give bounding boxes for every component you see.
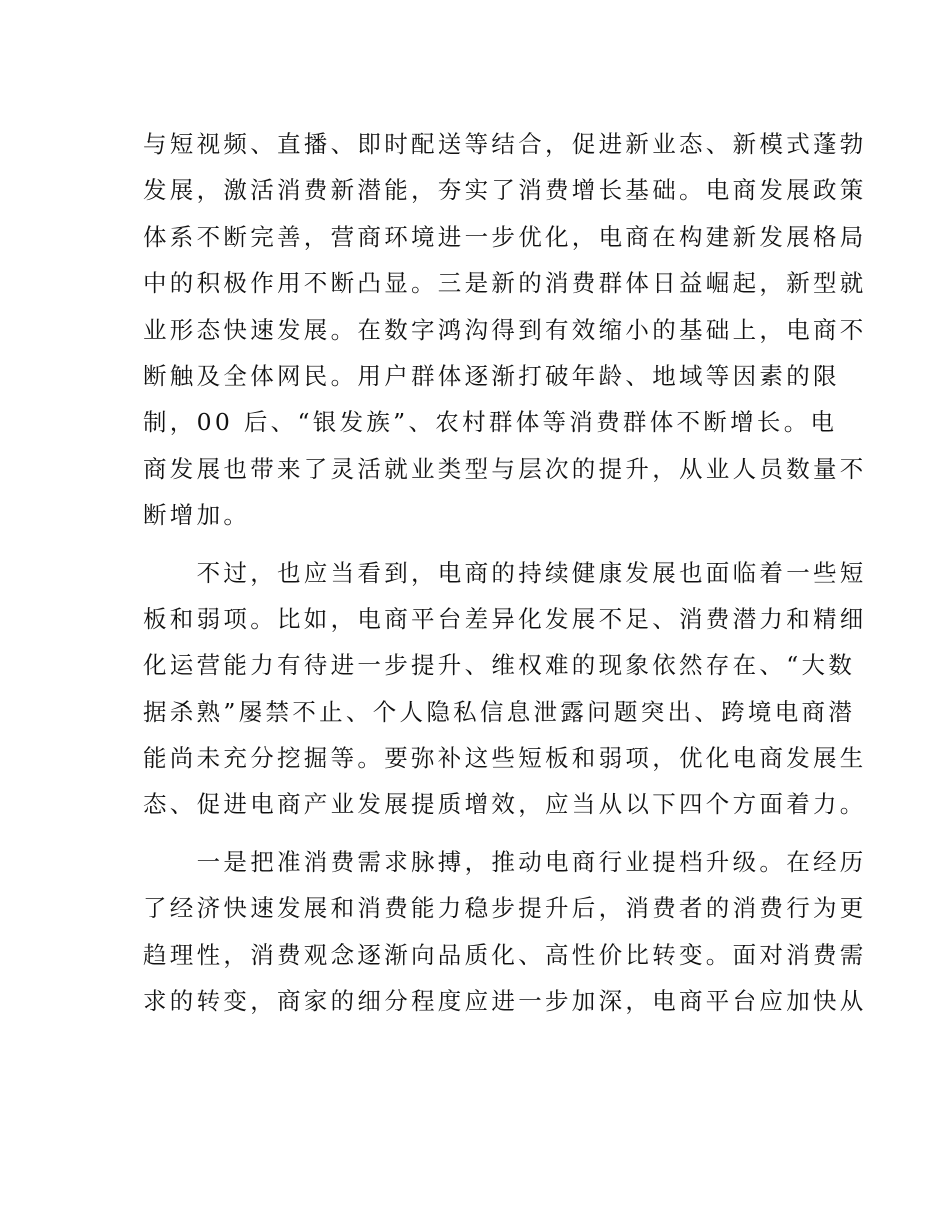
text-line: 发展，激活消费新潜能，夯实了消费增长基础。电商发展政策 [143, 176, 867, 205]
text-line: 断增加。 [143, 501, 251, 530]
paragraph-2 [143, 550, 867, 828]
text-line: 与短视频、直播、即时配送等结合，促进新业态、新模式蓬勃 [143, 130, 867, 158]
text-line: 一是把准消费需求脉搏，推动电商行业提档升级。在经历 [143, 847, 867, 876]
text-line: 求的转变，商家的细分程度应进一步加深，电商平台应加快从 [143, 987, 867, 1016]
text-line: 业形态快速发展。在数字鸿沟得到有效缩小的基础上，电商不 [143, 315, 867, 344]
paragraph-gap [143, 539, 815, 550]
text-line: 板和弱项。比如，电商平台差异化发展不足、消费潜力和精细 [143, 604, 867, 633]
text-line: 制，00 后、“银发族”、农村群体等消费群体不断增长。电 [143, 408, 838, 437]
paragraph-3 [143, 839, 867, 1025]
text-line: 商发展也带来了灵活就业类型与层次的提升，从业人员数量不 [143, 454, 867, 483]
text-line: 了经济快速发展和消费能力稳步提升后，消费者的消费行为更 [143, 894, 867, 923]
document-body [143, 121, 867, 1024]
paragraph-1 [143, 121, 867, 539]
text-line: 化运营能力有待进一步提升、维权难的现象依然存在、“大数 [143, 651, 856, 680]
text-line: 体系不断完善，营商环境进一步优化，电商在构建新发展格局 [143, 222, 867, 251]
text-line: 不过，也应当看到，电商的持续健康发展也面临着一些短 [143, 558, 867, 587]
paragraph-gap [143, 828, 815, 839]
text-line: 趋理性，消费观念逐渐向品质化、高性价比转变。面对消费需 [143, 940, 867, 969]
text-line: 断触及全体网民。用户群体逐渐打破年龄、地域等因素的限 [143, 361, 840, 390]
text-line: 中的积极作用不断凸显。三是新的消费群体日益崛起，新型就 [143, 269, 867, 298]
text-line: 据杀熟”屡禁不止、个人隐私信息泄露问题突出、跨境电商潜 [143, 697, 856, 726]
text-line: 态、促进电商产业发展提质增效，应当从以下四个方面着力。 [143, 790, 867, 819]
text-line: 能尚未充分挖掘等。要弥补这些短板和弱项，优化电商发展生 [143, 744, 867, 773]
